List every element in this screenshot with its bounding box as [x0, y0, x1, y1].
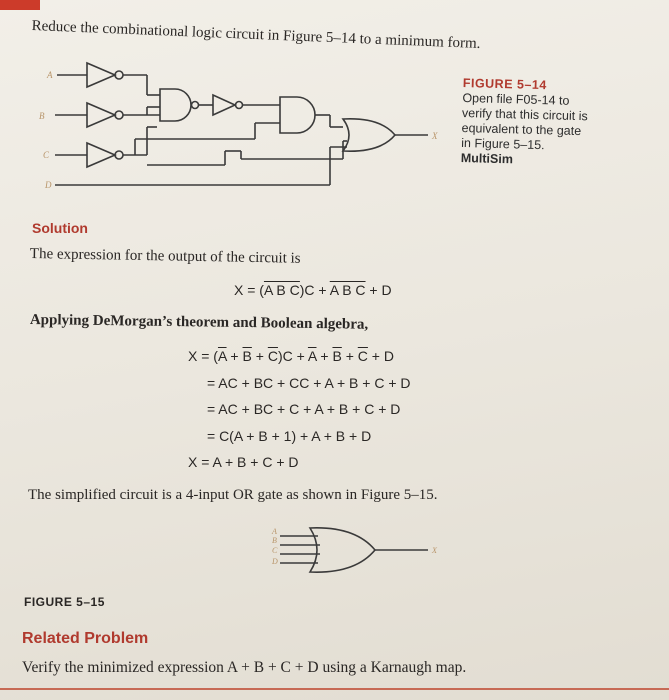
expression-original: X = (A B C)C + A B C + D — [234, 282, 392, 298]
inverter-b — [87, 103, 115, 127]
expression-final: X = A + B + C + D — [188, 454, 299, 470]
multisim-badge: MultiSim — [460, 150, 514, 167]
related-problem-text: Verify the minimized expression A + B + C + D using a Karnaugh map. — [22, 659, 467, 676]
expression-step-2: = AC + BC + CC + A + B + C + D — [207, 375, 411, 391]
inverter-c — [87, 143, 115, 167]
problem-statement: Reduce the combinational logic circuit in Figure 5–14 to a minimum form. — [31, 18, 481, 53]
expression-step-4: = C(A + B + 1) + A + B + D — [207, 428, 372, 444]
simplified-text: The simplified circuit is a 4-input OR gate as shown in Figure 5–15. — [28, 487, 438, 503]
figure-5-14-circuit — [25, 55, 455, 205]
figure-5-14-caption — [461, 76, 589, 169]
or-input-a: A — [272, 527, 277, 536]
solution-intro: The expression for the output of the circuit is — [29, 246, 301, 267]
bottom-rule — [0, 688, 669, 690]
circuit-input-a: A — [47, 70, 53, 80]
inverter-a — [87, 63, 115, 87]
expression-step-3: = AC + BC + C + A + B + C + D — [207, 401, 401, 417]
figure-5-14-label: FIGURE 5–14 — [462, 76, 547, 93]
caption-line: equivalent to the gate — [461, 120, 582, 139]
circuit-output-x: X — [432, 131, 438, 141]
and-gate — [280, 97, 315, 133]
caption-line: in Figure 5–15. — [461, 135, 545, 153]
figure-5-15-label: FIGURE 5–15 — [24, 595, 105, 609]
solution-heading: Solution — [32, 220, 88, 236]
or-input-d: D — [272, 557, 278, 566]
caption-line: verify that this circuit is — [461, 105, 588, 124]
or-input-b: B — [272, 536, 277, 545]
header-color-tab — [0, 0, 40, 10]
or-gate-final — [343, 119, 395, 151]
nand-gate-1 — [160, 89, 191, 121]
or-output-x: X — [432, 546, 437, 555]
figure-5-15-or-gate — [272, 522, 450, 582]
circuit-input-c: C — [43, 150, 50, 160]
related-problem-heading: Related Problem — [22, 630, 149, 647]
circuit-input-d: D — [45, 180, 52, 190]
expression-step-1: $X = (\overline{A} + \overline{B} + \overline{C})C + \overline{A} + \overline{B} + \overline{C} + D$ — [188, 348, 394, 364]
or-input-c: C — [272, 546, 278, 555]
inverter-2 — [213, 95, 235, 115]
circuit-input-b: B — [39, 111, 45, 121]
caption-line: Open file F05-14 to — [462, 90, 570, 108]
demorgan-text: Applying DeMorgan’s theorem and Boolean algebra, — [29, 312, 369, 333]
